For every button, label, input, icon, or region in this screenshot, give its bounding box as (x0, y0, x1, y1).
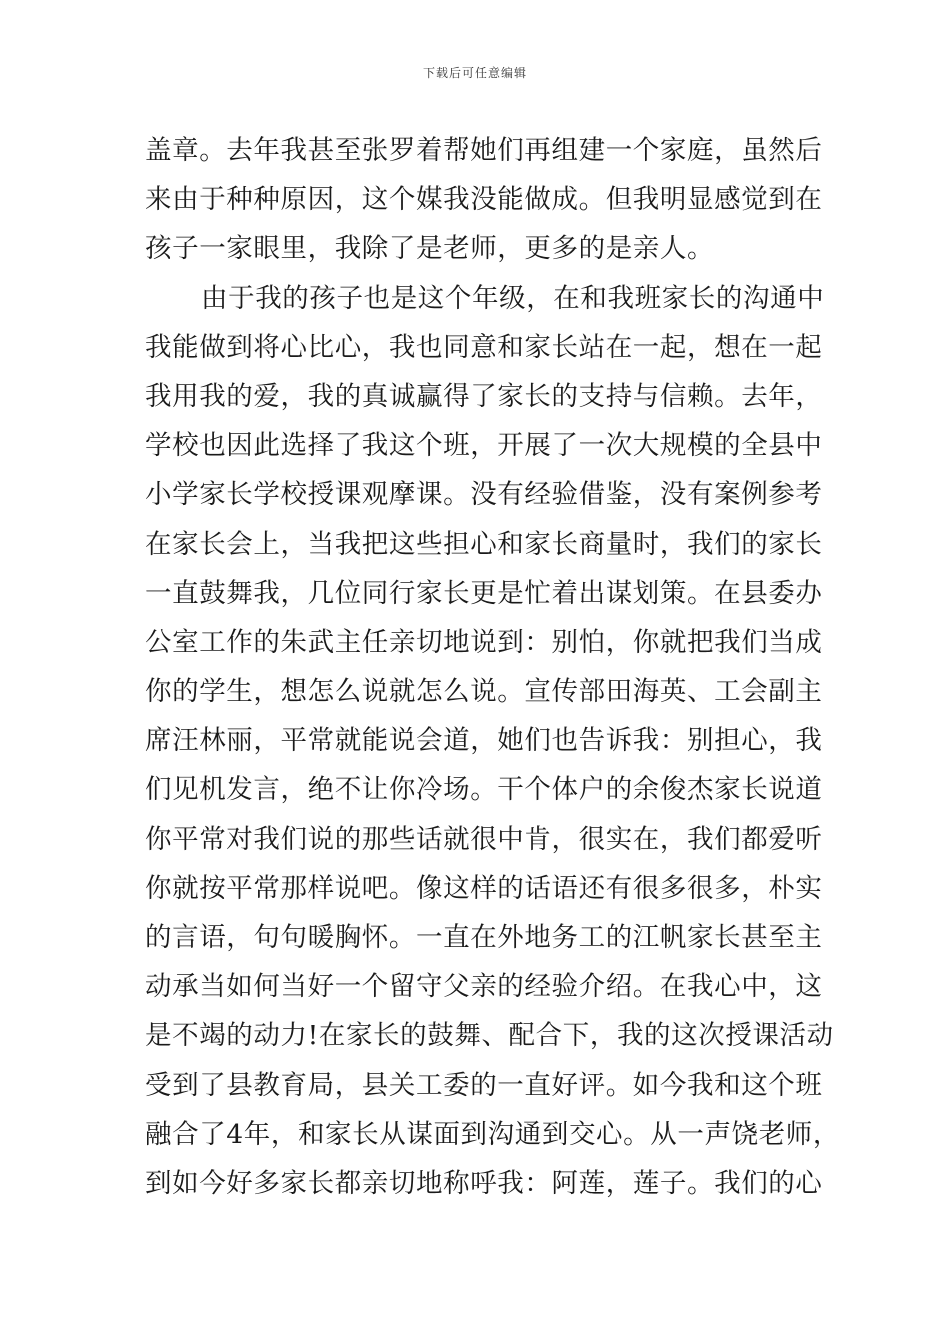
text-line: 由于我的孩子也是这个年级，在和我班家长的沟通中 (201, 282, 825, 314)
text-line: 你就按平常那样说吧。像这样的话语还有很多很多，朴实 (145, 872, 823, 904)
text-line (145, 1208, 813, 1257)
text-line: 动承当如何当好一个留守父亲的经验介绍。在我心中，这 (145, 971, 823, 1003)
text-line: 公室工作的朱武主任亲切地说到：别怕，你就把我们当成 (145, 626, 823, 658)
text-line: 小学家长学校授课观摩课。没有经验借鉴，没有案例参考 (145, 479, 823, 511)
text-line: 学校也因此选择了我这个班，开展了一次大规模的全县中 (145, 430, 823, 462)
document-body (145, 126, 840, 1257)
text-line: 来由于种种原因，这个媒我没能做成。但我明显感觉到在 (145, 184, 823, 216)
text-line: 的言语，句句暖胸怀。一直在外地务工的江帆家长甚至主 (145, 922, 823, 953)
text-line: 孩子一家眼里，我除了是老师，更多的是亲人。 (145, 233, 715, 265)
text-line: 受到了县教育局，县关工委的一直好评。如今我和这个班 (145, 1069, 823, 1101)
page-header: 下载后可任意编辑 (422, 66, 527, 80)
text-line: 在家长会上，当我把这些担心和家长商量时，我们的家长 (145, 528, 823, 560)
paragraph-1 (145, 126, 823, 274)
text-line: 一直鼓舞我，几位同行家长更是忙着出谋划策。在县委办 (145, 577, 823, 609)
text-line: 是不竭的动力!在家长的鼓舞、配合下，我的这次授课活动 (145, 1020, 834, 1052)
text-line: 你的学生，想怎么说就怎么说。宣传部田海英、工会副主 (145, 676, 823, 708)
text-line: 席汪林丽，平常就能说会道，她们也告诉我：别担心，我 (145, 725, 823, 757)
text-line: 盖章。去年我甚至张罗着帮她们再组建一个家庭，虽然后 (145, 135, 823, 166)
text-line: 你平常对我们说的那些话就很中肯，很实在，我们都爱听 (145, 823, 823, 855)
text-line: 到如今好多家长都亲切地称呼我：阿莲，莲子。我们的心 (145, 1167, 823, 1199)
text-line: 我能做到将心比心，我也同意和家长站在一起，想在一起 (145, 331, 823, 363)
text-line: 融合了4年，和家长从谋面到沟通到交心。从一声饶老师， (145, 1118, 840, 1150)
text-line: 我用我的爱，我的真诚赢得了家长的支持与信赖。去年， (145, 380, 823, 412)
paragraph-2 (145, 274, 840, 1258)
text-line: 们见机发言，绝不让你冷场。干个体户的余俊杰家长说道 (145, 774, 823, 806)
